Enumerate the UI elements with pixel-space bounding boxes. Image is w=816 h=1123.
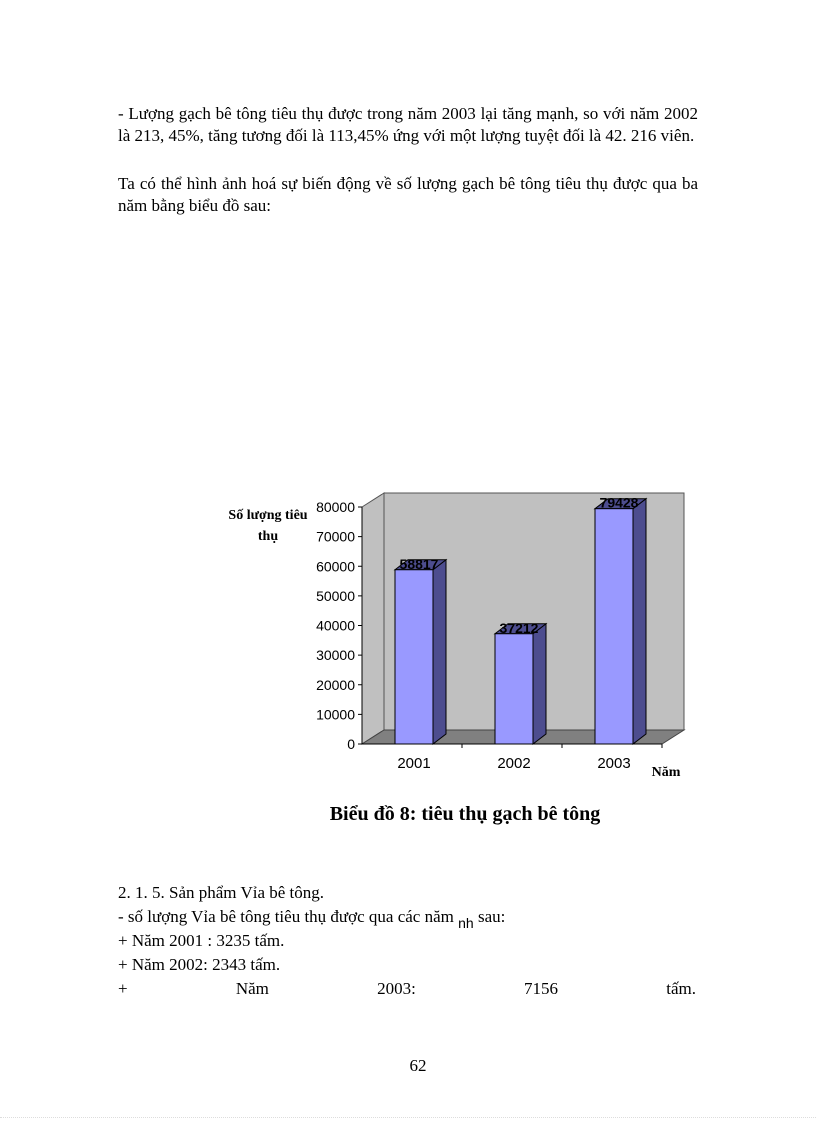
bar-side <box>533 624 546 744</box>
bar-side <box>633 499 646 744</box>
y-tick-label: 60000 <box>316 558 355 575</box>
y-axis-label: Số lượng tiêu <box>228 508 308 523</box>
y-tick-label: 40000 <box>316 617 355 634</box>
bar-chart <box>0 478 816 798</box>
y-axis-label-line-2: thụ <box>257 529 279 544</box>
chart-caption: Biểu đồ 8: tiêu thụ gạch bê tông <box>329 803 601 825</box>
footer-divider <box>0 1117 816 1118</box>
list-item: + Năm 2002: 2343 tấm. <box>118 955 281 974</box>
x-tick-label: 2001 <box>397 755 431 772</box>
bar <box>495 634 533 744</box>
paragraph-1: - Lượng gạch bê tông tiêu thụ được trong năm 2003 lại tăng mạnh, so với năm 2002 là 213, 45%, tăng tương đối là 113,45% ứng với một lượng tuyệt đối là 42. 216 viên. <box>118 104 698 145</box>
bar-side <box>433 560 446 744</box>
y-tick-label: 70000 <box>316 528 355 545</box>
intro-text: - số lượng Vỉa bê tông tiêu thụ được qua các năm <box>118 907 459 926</box>
x-axis-label: Năm <box>651 765 681 780</box>
list-item-justified <box>118 978 696 1000</box>
section-heading: 2. 1. 5. Sản phẩm Vỉa bê tông. <box>118 883 325 902</box>
list-item-word: + <box>118 979 128 998</box>
list-item-word: Năm <box>235 979 269 998</box>
list-item-word: tấm. <box>666 979 696 998</box>
bar <box>595 509 633 744</box>
y-tick-label: 20000 <box>316 676 355 693</box>
y-tick-label: 10000 <box>316 706 355 723</box>
y-tick-label: 50000 <box>316 587 355 604</box>
paragraph-2: Ta có thể hình ảnh hoá sự biến động về số lượng gạch bê tông tiêu thụ được qua ba năm bằng biểu đồ sau: <box>118 174 698 215</box>
y-tick-label: 0 <box>347 736 355 752</box>
x-tick-label: 2003 <box>597 755 631 772</box>
intro-subscript: nh <box>458 915 474 931</box>
chart-side-wall <box>362 493 384 744</box>
y-tick-label: 30000 <box>316 647 355 664</box>
x-tick-label: 2002 <box>497 755 531 772</box>
list-item-word: 2003: <box>377 979 416 998</box>
intro-text-end: sau: <box>473 907 506 926</box>
data-label: 79428 <box>599 494 639 511</box>
page-number: 62 <box>409 1056 427 1075</box>
section-intro <box>118 906 506 931</box>
bar <box>395 570 433 744</box>
y-tick-label: 80000 <box>316 499 355 515</box>
list-item-word: 7156 <box>524 979 559 998</box>
list-item: + Năm 2001 : 3235 tấm. <box>118 931 285 950</box>
data-label: 58817 <box>399 555 439 572</box>
data-label: 37212 <box>499 619 539 636</box>
